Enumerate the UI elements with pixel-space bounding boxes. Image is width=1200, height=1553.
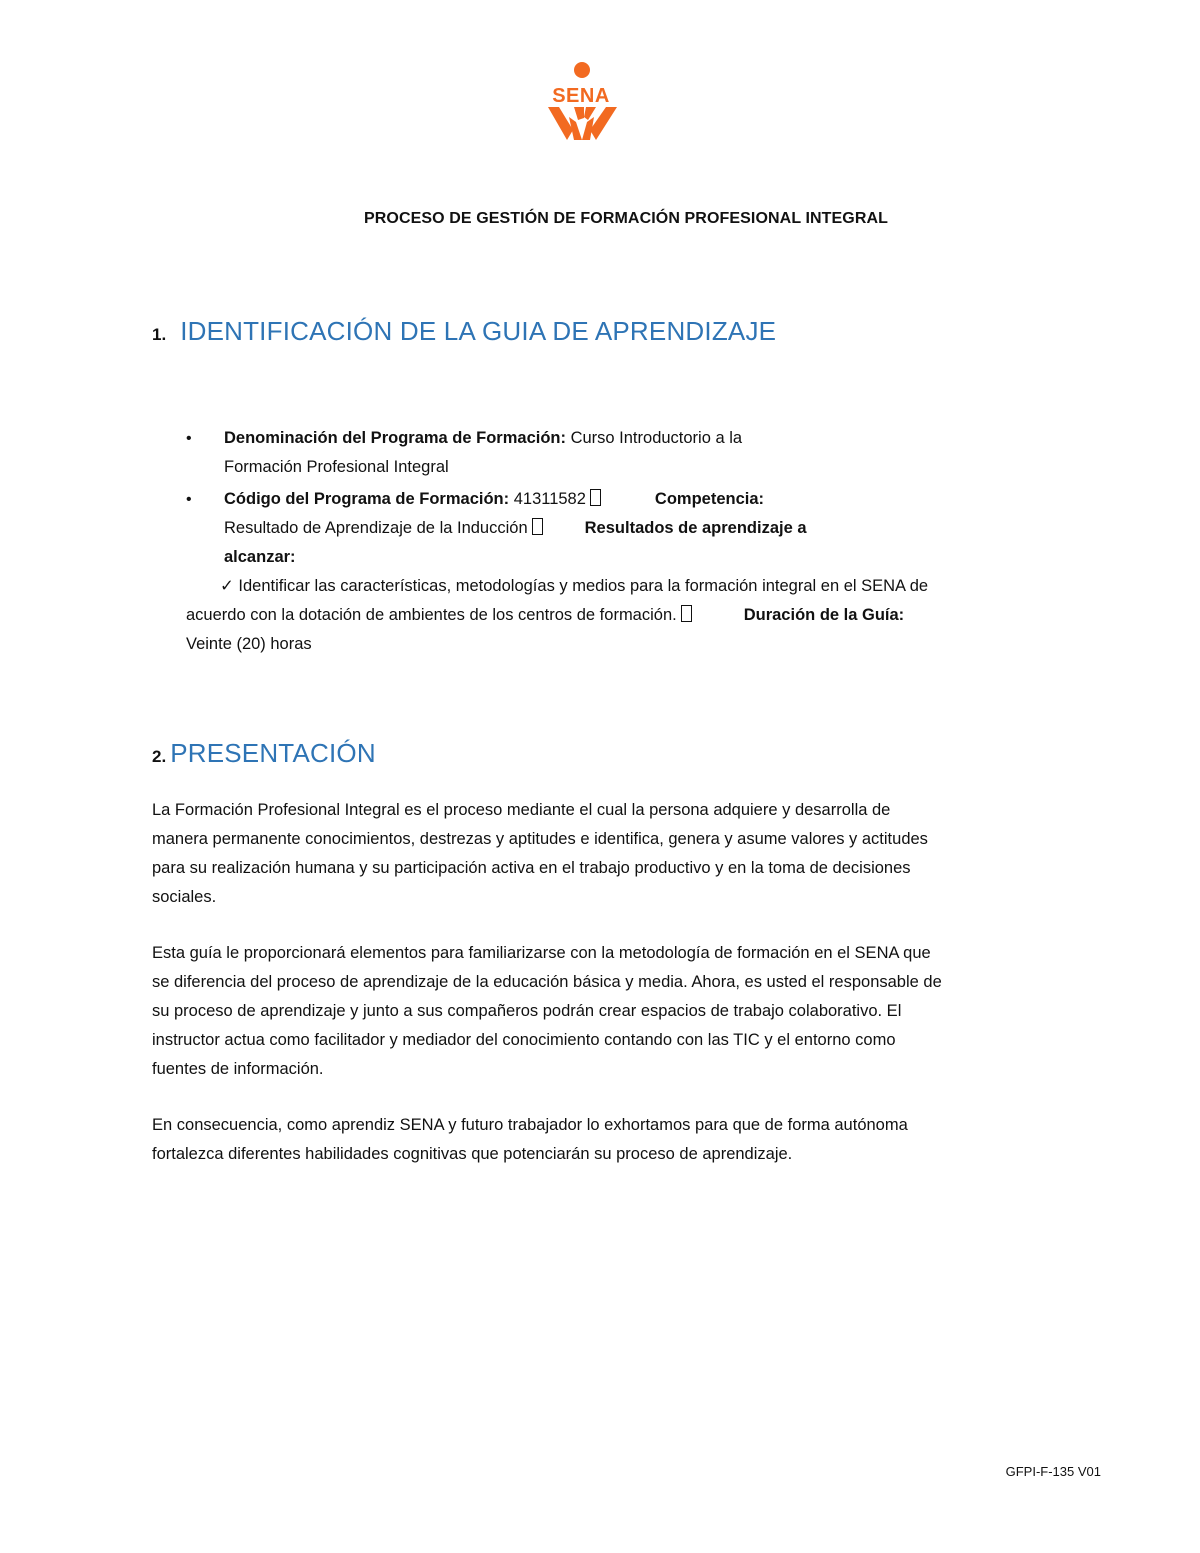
program-identification-list xyxy=(186,424,1086,659)
paragraph-line: instructor actua como facilitador y mediador del conocimiento contando con las TIC y el entorno como xyxy=(152,1031,896,1049)
paragraph-line: se diferencia del proceso de aprendizaje de la educación básica y media. Ahora, es usted el responsable de xyxy=(152,973,942,991)
paragraph-line: La Formación Profesional Integral es el proceso mediante el cual la persona adquiere y desarrolla de xyxy=(152,801,891,819)
paragraph-line: su proceso de aprendizaje y junto a sus compañeros podrán crear espacios de trabajo colaborativo. El xyxy=(152,1002,902,1020)
duracion-row xyxy=(186,630,1086,659)
program-code-value: 41311582 xyxy=(513,490,586,508)
missing-glyph-icon xyxy=(590,489,601,506)
competencia-label: Competencia: xyxy=(654,490,765,508)
missing-glyph-icon xyxy=(681,605,692,622)
section-2-number: 2. xyxy=(152,747,167,766)
missing-glyph-icon xyxy=(532,518,543,535)
bullet-icon: • xyxy=(186,491,192,508)
list-item xyxy=(186,485,1086,572)
paragraph-line: sociales. xyxy=(152,888,217,906)
paragraph-line: fuentes de información. xyxy=(152,1060,324,1078)
check-icon: ✓ xyxy=(220,577,234,595)
section-2-heading xyxy=(152,738,376,769)
paragraph-3 xyxy=(152,1111,1097,1169)
program-name-value-cont: Formación Profesional Integral xyxy=(224,458,449,476)
duracion-value: Veinte (20) horas xyxy=(186,635,312,653)
list-item xyxy=(186,424,1086,482)
document-code-footer: GFPI-F-135 V01 xyxy=(1005,1464,1101,1479)
paragraph-line: En consecuencia, como aprendiz SENA y futuro trabajador lo exhortamos para que de forma autónoma xyxy=(152,1116,908,1134)
section-1-heading xyxy=(152,316,776,347)
program-code-label: Código del Programa de Formación: xyxy=(224,490,510,508)
duracion-label: Duración de la Guía: xyxy=(743,606,905,624)
paragraph-1 xyxy=(152,796,1097,912)
svg-text:SENA: SENA xyxy=(552,85,610,107)
section-1-number: 1. xyxy=(152,325,167,344)
learning-outcome-text-cont: acuerdo con la dotación de ambientes de los centros de formación. xyxy=(186,606,677,624)
paragraph-2 xyxy=(152,939,1097,1084)
resultados-label: Resultados de aprendizaje a xyxy=(584,519,807,537)
section-2-title: PRESENTACIÓN xyxy=(170,738,376,768)
paragraph-line: Esta guía le proporcionará elementos para familiarizarse con la metodología de formación en el SENA que xyxy=(152,944,931,962)
paragraph-line: fortalezca diferentes habilidades cognitivas que potenciarán su proceso de aprendizaje. xyxy=(152,1145,793,1163)
program-name-label: Denominación del Programa de Formación: xyxy=(224,429,566,447)
program-name-value: Curso Introductorio a la xyxy=(570,429,743,447)
process-title: PROCESO DE GESTIÓN DE FORMACIÓN PROFESIONAL INTEGRAL xyxy=(363,210,889,227)
paragraph-line: para su realización humana y su participación activa en el trabajo productivo y en la toma de decisiones xyxy=(152,859,911,877)
section-1-title: IDENTIFICACIÓN DE LA GUIA DE APRENDIZAJE xyxy=(180,316,777,346)
paragraph-line: manera permanente conocimientos, destrezas y aptitudes e identifica, genera y asume valores y actitudes xyxy=(152,830,928,848)
learning-outcome-item xyxy=(186,572,1086,601)
sena-logo xyxy=(534,60,628,146)
bullet-icon: • xyxy=(186,430,192,447)
presentation-body xyxy=(152,796,1097,1196)
resultado-induccion: Resultado de Aprendizaje de la Inducción xyxy=(224,519,528,537)
learning-outcome-cont xyxy=(186,601,1086,630)
learning-outcome-text: Identificar las características, metodologías y medios para la formación integral en el SENA de xyxy=(238,577,929,595)
resultados-label-cont: alcanzar: xyxy=(224,548,296,566)
